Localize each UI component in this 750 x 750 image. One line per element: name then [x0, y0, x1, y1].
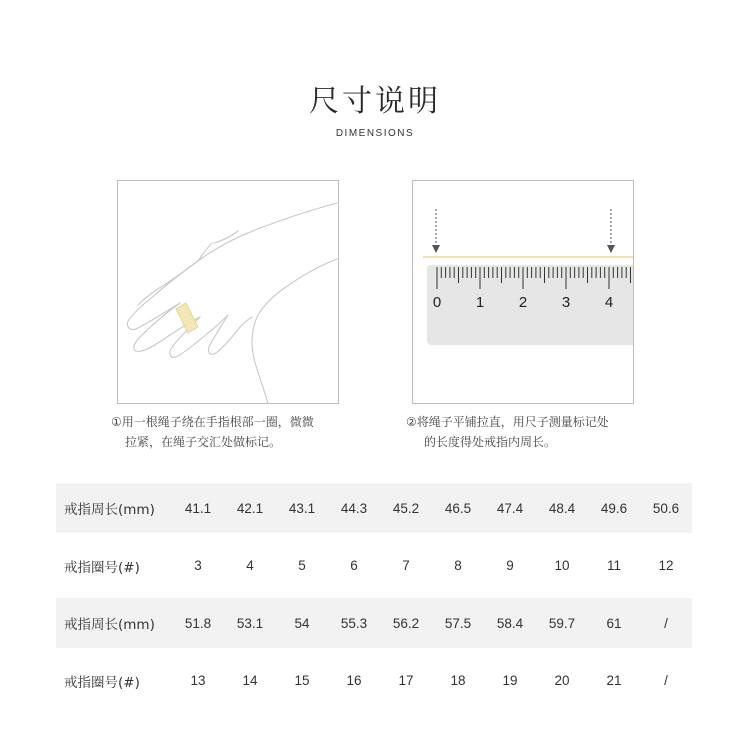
ruler-number: 0: [432, 294, 442, 311]
ruler-number: 4: [604, 294, 614, 311]
table-cell: 21: [606, 673, 622, 688]
table-cell: 15: [294, 673, 310, 688]
table-cell: 44.3: [340, 500, 368, 516]
step-2-line2: 的长度得处戒指内周长。: [424, 435, 557, 449]
arrow-down-icon: [607, 245, 615, 253]
row-label: 戒指圈号(#): [64, 559, 140, 576]
table-cell: /: [664, 673, 668, 688]
table-cell: 9: [506, 558, 514, 573]
table-cell: 55.3: [340, 615, 368, 631]
table-cell: 16: [346, 673, 362, 688]
table-cell: 13: [190, 673, 206, 688]
table-cell: 58.4: [496, 615, 524, 631]
table-cell: 59.7: [548, 615, 576, 631]
table-cell: 6: [350, 558, 358, 573]
table-cell: 53.1: [236, 615, 264, 631]
table-cell: 14: [242, 673, 258, 688]
ruler-number: 1: [475, 294, 485, 311]
table-cell: 12: [658, 558, 674, 573]
table-cell: 48.4: [548, 500, 576, 516]
table-cell: 56.2: [392, 615, 420, 631]
table-cell: 45.2: [392, 500, 420, 516]
table-cell: 4: [246, 558, 254, 573]
table-cell: 20: [554, 673, 570, 688]
table-cell: 18: [450, 673, 466, 688]
step-1-line2: 拉紧，在绳子交汇处做标记。: [125, 435, 282, 449]
table-cell: 11: [606, 558, 621, 573]
step-2-line1: ②将绳子平铺拉直，用尺子测量标记处: [406, 415, 609, 429]
table-cell: /: [664, 615, 668, 631]
table-cell: 61: [606, 615, 622, 631]
table-cell: 41.1: [184, 500, 212, 516]
table-cell: 57.5: [444, 615, 472, 631]
table-row: [56, 541, 692, 591]
table-cell: 46.5: [444, 500, 472, 516]
row-label: 戒指周长(mm): [64, 502, 155, 518]
step-1-line1: ①用一根绳子绕在手指根部一圈，微微: [111, 415, 314, 429]
hand-illustration-panel: [117, 180, 339, 404]
table-cell: 7: [402, 558, 410, 573]
table-row: [56, 598, 692, 648]
table-row: [56, 656, 692, 706]
table-cell: 47.4: [496, 500, 524, 516]
table-cell: 42.1: [236, 500, 264, 516]
table-cell: 43.1: [288, 500, 316, 516]
table-cell: 51.8: [184, 615, 212, 631]
table-cell: 5: [298, 558, 306, 573]
row-label: 戒指周长(mm): [64, 617, 155, 633]
hand-illustration: [118, 181, 338, 403]
table-cell: 8: [454, 558, 462, 573]
page-title: 尺寸说明: [309, 84, 441, 119]
arrow-down-icon: [432, 245, 440, 253]
table-cell: 49.6: [600, 500, 628, 516]
table-cell: 50.6: [652, 500, 680, 516]
table-cell: 3: [194, 558, 202, 573]
ruler-number: 2: [518, 294, 528, 311]
ruler-body: [427, 265, 633, 345]
step-2-caption: [406, 412, 646, 452]
ruler-illustration-panel: [412, 180, 634, 404]
step-1-caption: [111, 412, 351, 452]
table-cell: 17: [398, 673, 414, 688]
table-cell: 10: [554, 558, 570, 573]
table-cell: 19: [502, 673, 518, 688]
size-table: [56, 483, 692, 713]
ruler-illustration: [413, 181, 633, 403]
page-subtitle: DIMENSIONS: [335, 128, 415, 139]
table-row: [56, 483, 692, 533]
ruler-number: 3: [561, 294, 571, 311]
table-cell: 54: [294, 615, 310, 631]
row-label: 戒指圈号(#): [64, 674, 140, 691]
